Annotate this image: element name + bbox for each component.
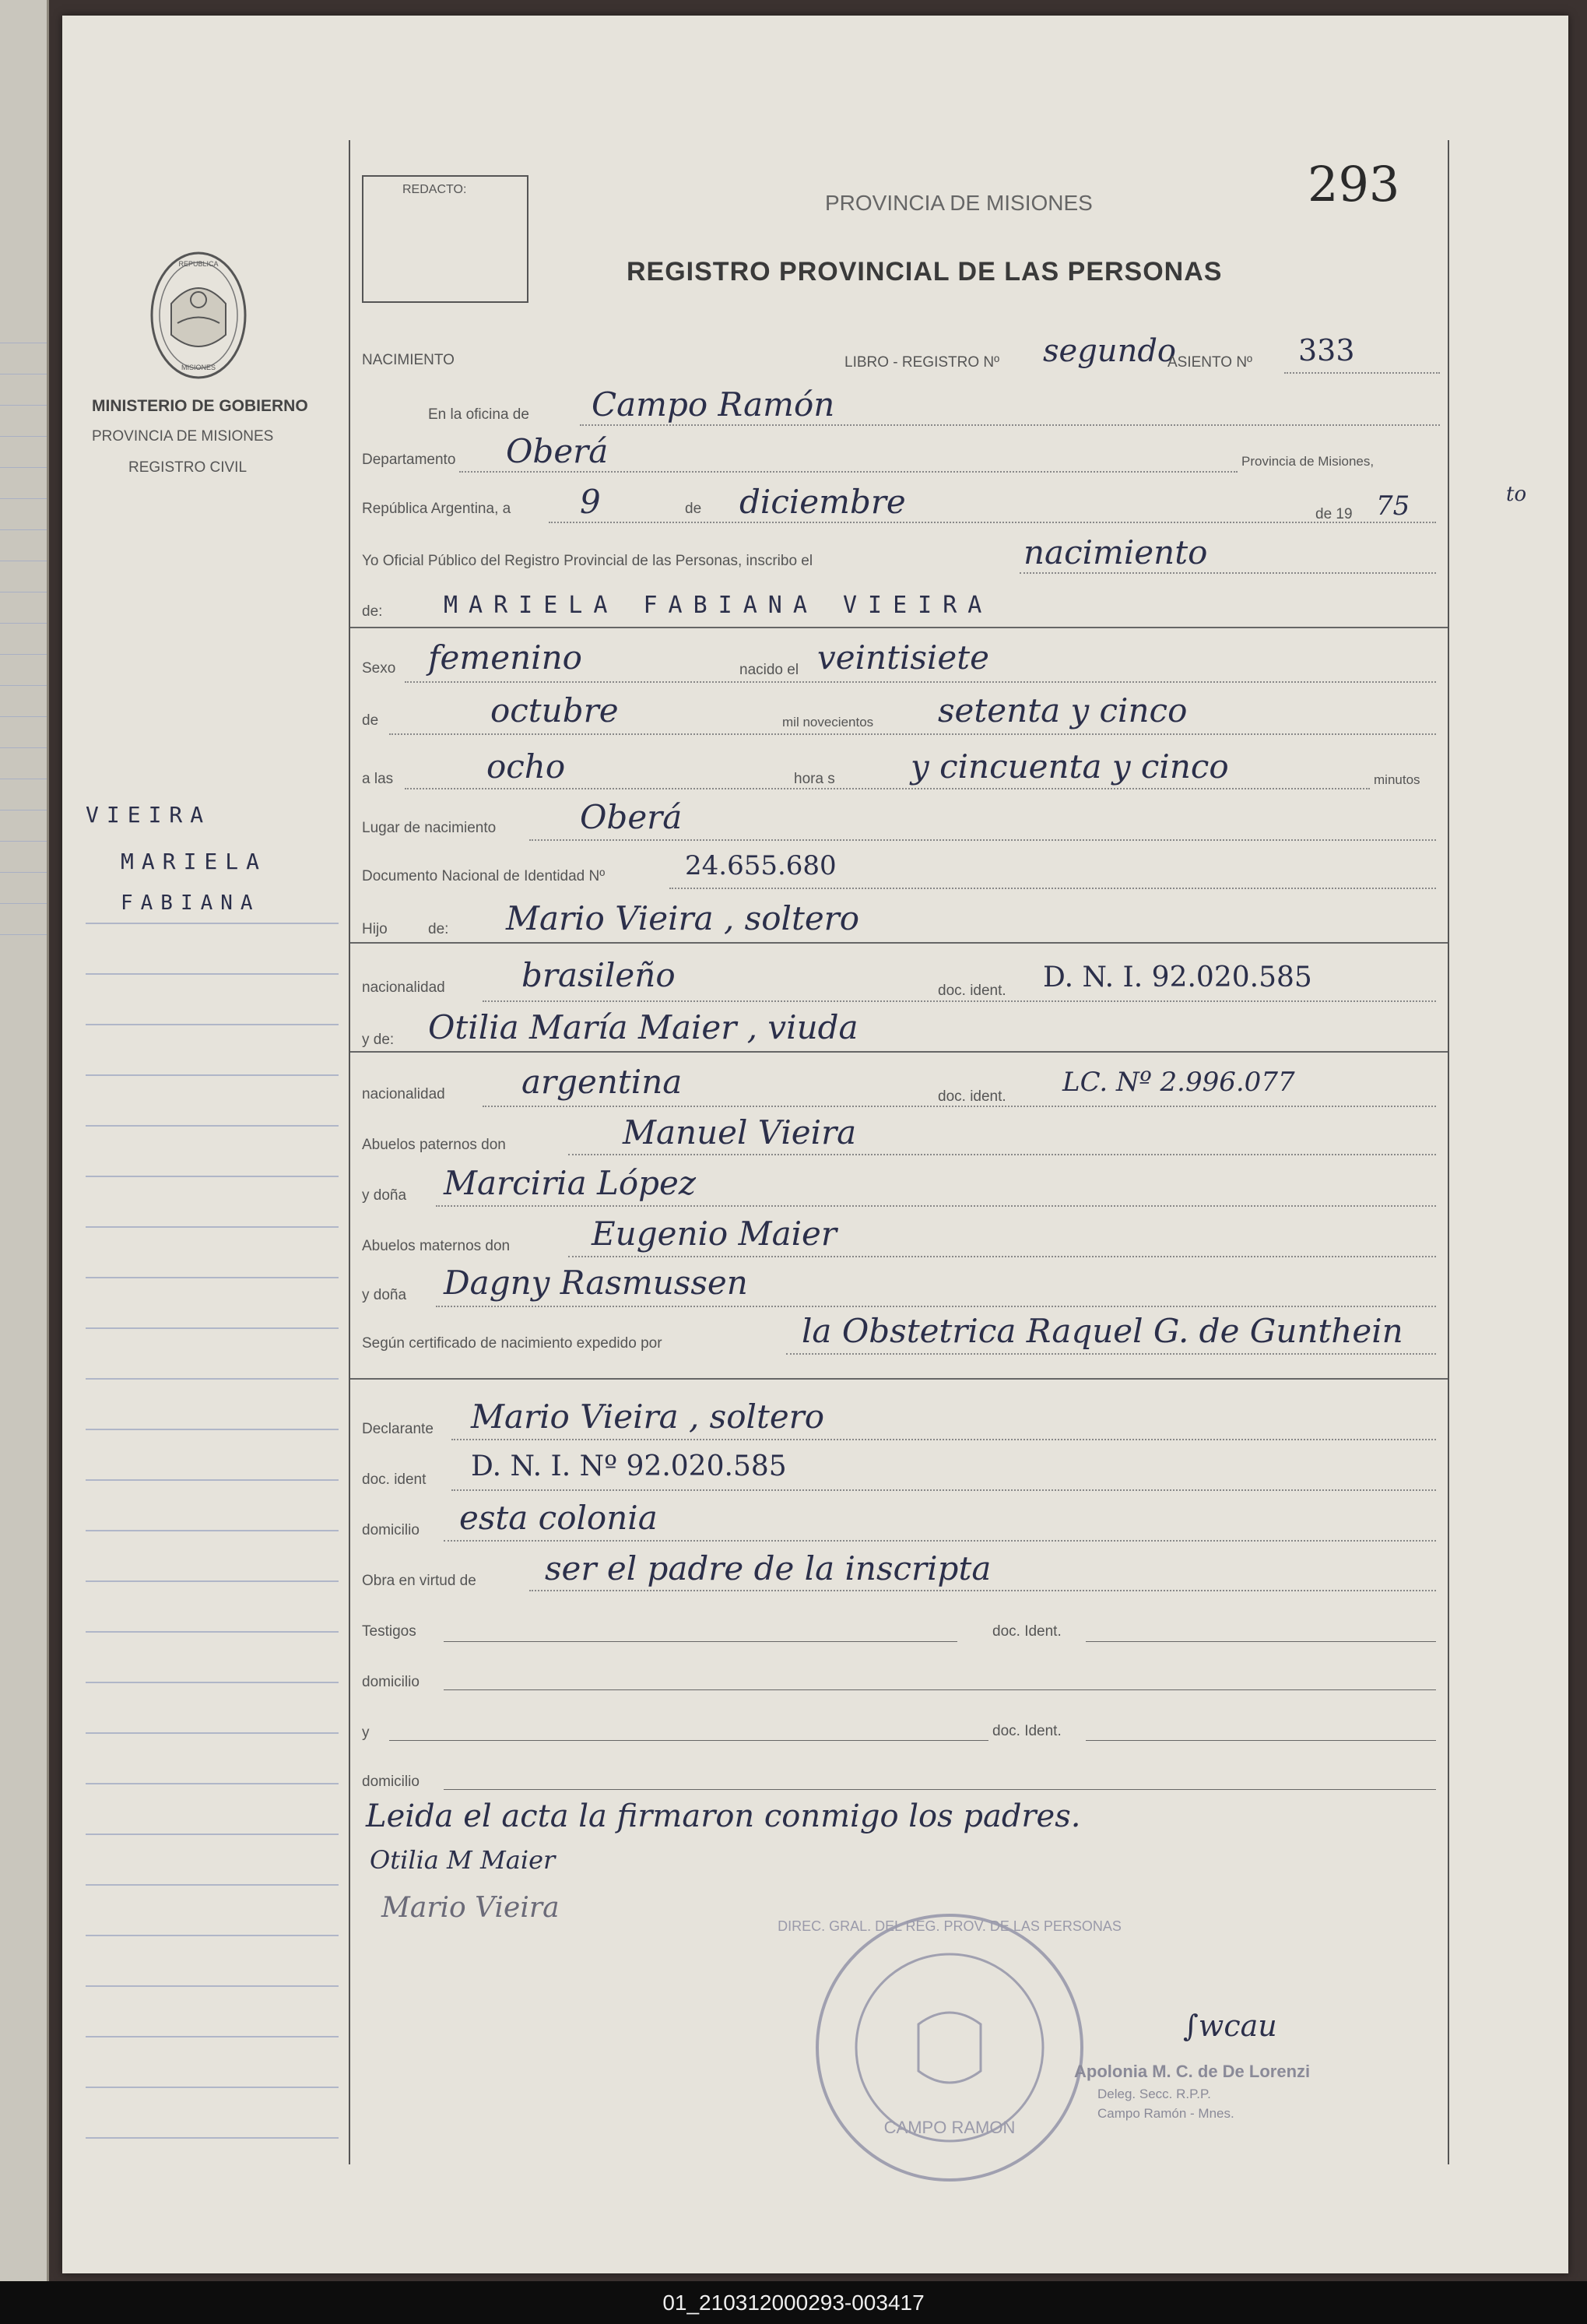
yo-oficial-label: Yo Oficial Público del Registro Provincial de las Personas, inscribo el [362,553,813,569]
stamp-place: CAMPO RAMON [883,2118,1016,2137]
adjacent-page [0,0,49,2281]
libro-value: segundo [1043,333,1177,369]
certificado-label: Según certificado de nacimiento expedido por [362,1335,662,1352]
abuelos-maternos-value: Eugenio Maier [592,1215,837,1253]
page-number: 293 [1308,156,1400,213]
departamento-label: Departamento [362,452,456,468]
alas-value: ocho [486,747,566,786]
sexo-value: femenino [428,638,582,677]
hijo-label: Hijo [362,921,388,937]
father-value: Mario Vieira , soltero [506,899,860,937]
dona2-label: y doña [362,1287,407,1303]
y-label: y [362,1725,370,1741]
libro-label: LIBRO - REGISTRO Nº [844,354,1000,371]
oficina-value: Campo Ramón [592,385,835,424]
ministry-title: MINISTERIO DE GOBIERNO [92,397,308,415]
departamento-value: Oberá [506,432,609,470]
province-header: PROVINCIA DE MISIONES [825,191,1093,215]
republica-label: República Argentina, a [362,501,511,517]
provincia-label: Provincia de Misiones, [1241,454,1375,469]
margin-civil-registry: REGISTRO CIVIL [128,459,248,476]
official-place: Campo Ramón - Mnes. [1097,2106,1234,2121]
child-name: MARIELA FABIANA VIEIRA [444,592,993,619]
dona1-value: Marciria López [444,1164,697,1202]
doc2-label: doc. ident. [938,1088,1006,1105]
margin-name-line1: VIEIRA [86,802,212,828]
official-stamp [778,1907,1122,2188]
yde-label: y de: [362,1032,395,1048]
father-signature: Mario Vieira [381,1892,560,1924]
hora-label: hora s [794,771,835,787]
docident-value: D. N. I. Nº 92.020.585 [471,1450,787,1482]
obra-label: Obra en virtud de [362,1573,476,1589]
dona1-label: y doña [362,1187,407,1204]
margin-province: PROVINCIA DE MISIONES [92,428,274,445]
hora-value: y cincuenta y cinco [911,747,1229,786]
mother-value: Otilia María Maier , viuda [428,1008,858,1046]
form-left-border [349,140,350,2164]
testigos-domicilio-label: domicilio [362,1674,420,1690]
year-value: 75 [1376,490,1410,522]
coat-of-arms-seal [140,241,257,389]
right-margin-mark: to [1506,483,1527,506]
de-name-label: de: [362,603,383,620]
nac1-value: brasileño [521,956,676,994]
image-caption: 01_210312000293-003417 [0,2281,1587,2324]
alas-label: a las [362,771,394,787]
abuelos-paternos-value: Manuel Vieira [623,1113,857,1151]
y-domicilio-label: domicilio [362,1774,420,1790]
testigos-doc-label: doc. Ident. [992,1623,1062,1640]
lugar-value: Oberá [580,798,683,836]
registry-title: REGISTRO PROVINCIAL DE LAS PERSONAS [627,257,1223,287]
mil-label: mil novecientos [782,715,874,730]
dni-label: Documento Nacional de Identidad Nº [362,868,606,884]
nac2-value: argentina [521,1063,683,1101]
doc1-label: doc. ident. [938,983,1006,999]
declarante-label: Declarante [362,1421,434,1437]
stamp-text: DIREC. GRAL. DEL REG. PROV. DE LAS PERSONAS [778,1918,1122,1934]
doc2-value: LC. Nº 2.996.077 [1062,1067,1295,1098]
inscribo-value: nacimiento [1023,533,1208,571]
domicilio-label: domicilio [362,1522,420,1538]
oficina-label: En la oficina de [428,406,529,423]
birth-month-value: octubre [490,691,619,730]
y-doc-label: doc. Ident. [992,1723,1062,1739]
obra-value: ser el padre de la inscripta [545,1549,992,1587]
docident-label: doc. ident [362,1471,427,1488]
nacido-value: veintisiete [817,638,989,677]
seal-bottom-text: MISIONES [181,364,216,371]
dona2-value: Dagny Rasmussen [444,1264,748,1302]
hijo-de-label: de: [428,921,449,937]
nac2-label: nacionalidad [362,1086,445,1102]
nacimiento-label: NACIMIENTO [362,352,455,368]
domicilio-value: esta colonia [459,1499,658,1537]
abuelos-maternos-label: Abuelos maternos don [362,1238,511,1254]
official-title: Deleg. Secc. R.P.P. [1097,2087,1211,2101]
asiento-label: ASIENTO Nº [1167,354,1252,371]
certificado-value: la Obstetrica Raquel G. de Gunthein [802,1312,1403,1350]
nac1-label: nacionalidad [362,979,445,996]
de-label: de [685,501,702,517]
day-value: 9 [580,483,601,521]
margin-name-line2: MARIELA [121,849,268,874]
dni-value: 24.655.680 [685,850,837,881]
sexo-label: Sexo [362,660,396,677]
mil-value: setenta y cinco [938,691,1188,730]
mother-signature: Otilia M Maier [370,1845,556,1875]
margin-column [62,16,342,2242]
doc1-value: D. N. I. 92.020.585 [1043,962,1312,993]
redacto-label: REDACTO: [402,183,467,196]
de-year-label: de 19 [1315,506,1353,522]
margin-name-line3: FABIANA [121,891,261,915]
official-signature: ∫wcau [1183,2009,1277,2043]
asiento-value: 333 [1298,333,1355,367]
nacido-label: nacido el [739,662,799,678]
official-name: Apolonia M. C. de De Lorenzi [1074,2062,1311,2081]
form-right-border [1448,140,1449,2164]
minutos-label: minutos [1374,772,1420,787]
month-value: diciembre [739,483,906,521]
lugar-label: Lugar de nacimiento [362,820,497,836]
seal-top-text: REPUBLICA [178,260,219,268]
abuelos-paternos-label: Abuelos paternos don [362,1137,506,1153]
register-page [62,16,1568,2273]
declarante-value: Mario Vieira , soltero [471,1398,825,1436]
de-month-label: de [362,712,379,729]
testigos-label: Testigos [362,1623,416,1640]
redacto-box [362,175,528,303]
reading-note: Leida el acta la firmaron conmigo los padres. [366,1798,1081,1834]
